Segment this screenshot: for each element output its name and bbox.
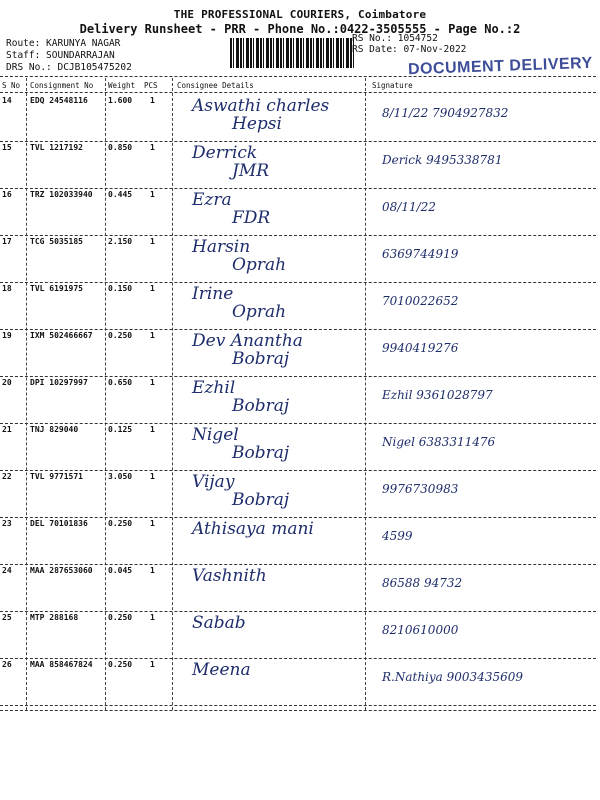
consignment-number: TVL 9771571 [30, 472, 83, 481]
pieces-count: 1 [150, 378, 155, 387]
recipient-signature: 4599 [382, 529, 413, 543]
col-weight: Weight [108, 81, 136, 90]
serial-number: 18 [2, 284, 12, 293]
consignee-surname: Bobraj [232, 396, 290, 416]
table-header [0, 78, 600, 92]
recipient-signature: 7010022652 [382, 294, 459, 308]
serial-number: 17 [2, 237, 12, 246]
weight-value: 0.045 [108, 566, 133, 575]
document-delivery-stamp: DOCUMENT DELIVERY [407, 54, 594, 79]
rs-date: RS Date: 07-Nov-2022 [352, 44, 467, 55]
table-row [0, 564, 600, 611]
pieces-count: 1 [150, 237, 155, 246]
recipient-signature: 9940419276 [382, 341, 459, 355]
table-row [0, 329, 600, 376]
consignment-number: DEL 70101836 [30, 519, 88, 528]
table-row [0, 235, 600, 282]
recipient-signature: 8210610000 [382, 623, 459, 637]
table-row [0, 141, 600, 188]
header-bottom-rule [0, 92, 596, 93]
pieces-count: 1 [150, 96, 155, 105]
consignee-surname: Oprah [232, 302, 287, 322]
drs-label: DRS No.: DCJB105475202 [6, 62, 132, 73]
table-row [0, 423, 600, 470]
col-pcs: PCS [144, 81, 158, 90]
company-title: THE PROFESSIONAL COURIERS, Coimbatore [173, 8, 427, 21]
pieces-count: 1 [150, 190, 155, 199]
consignee-name: Sabab [192, 613, 246, 633]
route-label: Route: KARUNYA NAGAR [6, 38, 121, 49]
recipient-signature: 8/11/22 7904927832 [382, 106, 509, 120]
recipient-signature: 08/11/22 [382, 200, 436, 214]
table-row [0, 470, 600, 517]
consignee-name: Nigel [192, 425, 239, 445]
serial-number: 20 [2, 378, 12, 387]
barcode [230, 38, 355, 68]
pieces-count: 1 [150, 566, 155, 575]
consignee-name: Dev Anantha [192, 331, 303, 351]
consignment-number: DPI 10297997 [30, 378, 88, 387]
weight-value: 0.250 [108, 519, 133, 528]
runsheet-title: Delivery Runsheet - PRR - Phone No.:0422-3505555 - Page No.:2 [79, 22, 521, 36]
serial-number: 25 [2, 613, 12, 622]
table-row [0, 658, 600, 705]
consignee-name: Irine [192, 284, 234, 304]
weight-value: 3.050 [108, 472, 133, 481]
rs-info [352, 33, 466, 55]
col-consignment: Consignment No [30, 81, 94, 90]
consignee-name: Derrick [192, 143, 258, 163]
weight-value: 0.650 [108, 378, 133, 387]
col-signature: Signature [372, 81, 413, 90]
serial-number: 23 [2, 519, 12, 528]
pieces-count: 1 [150, 331, 155, 340]
consignee-name: Vashnith [192, 566, 267, 586]
serial-number: 21 [2, 425, 12, 434]
recipient-signature: Derick 9495338781 [382, 153, 503, 167]
consignee-name: Athisaya mani [192, 519, 314, 539]
table-row [0, 611, 600, 658]
weight-value: 0.250 [108, 613, 133, 622]
table-row [0, 282, 600, 329]
table-row [0, 376, 600, 423]
route-info [6, 38, 132, 74]
consignment-number: TVL 1217192 [30, 143, 83, 152]
recipient-signature: R.Nathiya 9003435609 [382, 670, 523, 684]
col-consignee: Consignee Details [177, 81, 254, 90]
rs-number: RS No.: 1054752 [352, 33, 438, 44]
recipient-signature: 9976730983 [382, 482, 459, 496]
consignee-name: Ezhil [192, 378, 236, 398]
serial-number: 26 [2, 660, 12, 669]
consignee-surname: JMR [232, 161, 270, 181]
serial-number: 14 [2, 96, 12, 105]
table-row [0, 188, 600, 235]
consignment-number: MTP 288168 [30, 613, 79, 622]
consignment-number: TNJ 829040 [30, 425, 79, 434]
consignee-surname: Hepsi [232, 114, 282, 134]
weight-value: 0.850 [108, 143, 133, 152]
pieces-count: 1 [150, 425, 155, 434]
consignment-number: TVL 6191975 [30, 284, 83, 293]
serial-number: 22 [2, 472, 12, 481]
col-sno: S No [2, 81, 21, 90]
consignee-surname: Bobraj [232, 443, 290, 463]
consignee-surname: Oprah [232, 255, 287, 275]
pieces-count: 1 [150, 143, 155, 152]
serial-number: 24 [2, 566, 12, 575]
weight-value: 0.250 [108, 331, 133, 340]
consignee-name: Harsin [192, 237, 251, 257]
consignee-name: Vijay [192, 472, 235, 492]
consignment-number: TCG 5035185 [30, 237, 83, 246]
weight-value: 0.125 [108, 425, 133, 434]
consignment-number: MAA 287653060 [30, 566, 93, 575]
consignee-surname: Bobraj [232, 490, 290, 510]
consignee-name: Ezra [192, 190, 232, 210]
consignee-surname: Bobraj [232, 349, 290, 369]
serial-number: 19 [2, 331, 12, 340]
weight-value: 0.150 [108, 284, 133, 293]
serial-number: 16 [2, 190, 12, 199]
consignment-number: EDQ 24548116 [30, 96, 88, 105]
recipient-signature: 6369744919 [382, 247, 459, 261]
consignment-number: MAA 858467824 [30, 660, 93, 669]
staff-label: Staff: SOUNDARRAJAN [6, 50, 115, 61]
consignment-number: TRZ 102033940 [30, 190, 93, 199]
consignment-number: IXM 502466667 [30, 331, 93, 340]
recipient-signature: Nigel 6383311476 [382, 435, 496, 449]
weight-value: 0.445 [108, 190, 133, 199]
consignee-name: Aswathi charles [192, 96, 330, 116]
recipient-signature: 86588 94732 [382, 576, 463, 590]
pieces-count: 1 [150, 613, 155, 622]
weight-value: 0.250 [108, 660, 133, 669]
table-row [0, 94, 600, 141]
pieces-count: 1 [150, 472, 155, 481]
row-divider [0, 705, 596, 706]
pieces-count: 1 [150, 284, 155, 293]
consignee-surname: FDR [232, 208, 271, 228]
weight-value: 1.600 [108, 96, 133, 105]
pieces-count: 1 [150, 519, 155, 528]
weight-value: 2.150 [108, 237, 133, 246]
consignee-name: Meena [192, 660, 251, 680]
table-bottom-rule [0, 710, 596, 711]
pieces-count: 1 [150, 660, 155, 669]
recipient-signature: Ezhil 9361028797 [382, 388, 493, 402]
serial-number: 15 [2, 143, 12, 152]
table-row [0, 517, 600, 564]
header-top-rule [0, 76, 596, 77]
